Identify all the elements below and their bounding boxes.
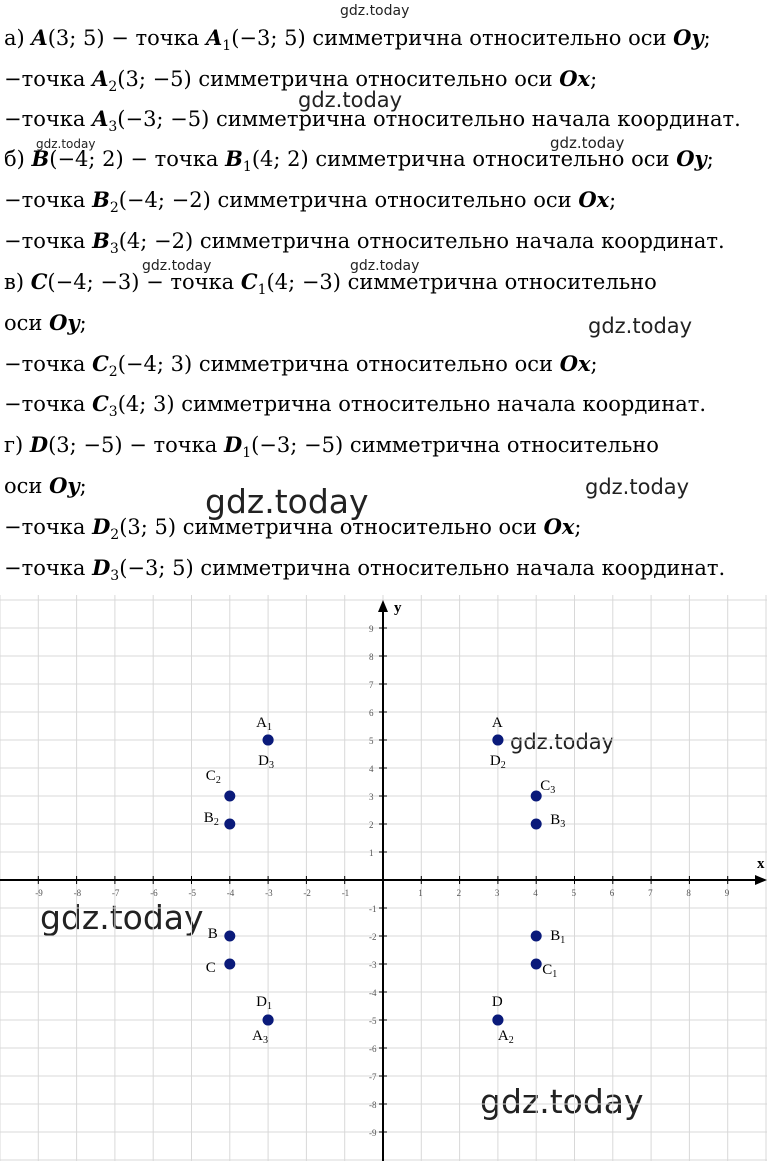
text-fragment: C: [92, 391, 109, 416]
x-tick-label: -2: [303, 888, 311, 898]
x-tick-label: 2: [456, 888, 462, 898]
point-A2: [492, 1015, 503, 1026]
solution-line: [4, 349, 598, 387]
text-fragment: A: [31, 25, 48, 50]
x-tick-label: -5: [188, 888, 196, 898]
point-B3: [531, 819, 542, 830]
text-fragment: 1: [242, 445, 252, 461]
text-fragment: (−3; 5) симметрична относительно начала координат.: [119, 556, 726, 580]
text-fragment: −точка: [4, 229, 93, 253]
point-B1: [531, 931, 542, 942]
text-fragment: а): [4, 26, 32, 50]
point-label: $C_3$: [540, 778, 556, 796]
text-fragment: б): [4, 147, 32, 171]
point-label: $A_2$: [497, 1028, 514, 1046]
text-fragment: 3: [109, 241, 119, 257]
text-fragment: −точка: [4, 515, 93, 539]
text-fragment: (3; 5) симметрична относительно оси: [119, 515, 544, 539]
text-fragment: C: [240, 269, 258, 294]
solution-line: [4, 389, 706, 427]
text-fragment: (−3; −5) симметрична относительно: [251, 433, 659, 457]
text-fragment: D: [223, 432, 243, 457]
watermark: gdz.today: [585, 475, 690, 499]
watermark: gdz.today: [480, 1082, 644, 1121]
y-tick-label: -1: [369, 904, 377, 914]
text-fragment: A: [92, 106, 109, 131]
text-fragment: D: [92, 555, 111, 580]
watermark: gdz.today: [205, 482, 369, 521]
text-fragment: −точка: [4, 67, 93, 91]
text-fragment: 2: [108, 79, 118, 95]
text-fragment: −точка: [4, 556, 93, 580]
y-tick-label: -3: [369, 960, 377, 970]
watermark: gdz.today: [588, 314, 693, 338]
x-tick-label: -4: [226, 888, 235, 898]
solution-line: [4, 267, 657, 305]
x-tick-label: 3: [494, 888, 500, 898]
point-label: $B_1$: [550, 928, 566, 946]
text-fragment: −точка: [4, 188, 93, 212]
point-label: $A_3$: [252, 1028, 268, 1046]
text-fragment: A: [92, 66, 109, 91]
solution-line: [4, 185, 616, 223]
y-tick-label: 5: [369, 736, 374, 746]
point-D2: [492, 735, 503, 746]
text-fragment: B: [92, 187, 110, 212]
y-tick-label: 6: [369, 708, 374, 718]
text-fragment: (3; −5) симметрична относительно оси: [117, 67, 560, 91]
y-tick-label: -6: [369, 1044, 377, 1054]
text-fragment: в): [4, 270, 31, 294]
text-fragment: (4; 2) симметрична относительно оси: [251, 147, 677, 171]
x-tick-label: -1: [341, 888, 350, 898]
y-tick-label: -2: [369, 932, 377, 942]
text-fragment: B: [31, 146, 50, 171]
solution-line: [4, 471, 87, 501]
watermark: gdz.today: [340, 3, 410, 19]
text-fragment: Ox: [543, 514, 575, 539]
text-fragment: (−4; 2) − точка: [49, 147, 226, 171]
text-fragment: 3: [110, 568, 120, 584]
x-tick-label: 9: [724, 888, 730, 898]
y-tick-label: -8: [369, 1100, 377, 1110]
watermark: gdz.today: [40, 898, 204, 937]
point-label: $B_3$: [550, 812, 566, 830]
text-fragment: D: [29, 432, 49, 457]
text-fragment: Oy: [49, 310, 80, 335]
text-fragment: (−3; −5) симметрична относительно начала координат.: [117, 107, 741, 131]
text-fragment: 3: [108, 119, 118, 135]
point-D3: [263, 735, 274, 746]
text-fragment: (−3; 5) симметрична относительно оси: [231, 26, 674, 50]
watermark: gdz.today: [298, 88, 403, 112]
watermark: gdz.today: [510, 730, 615, 754]
point-C: [224, 959, 235, 970]
text-fragment: Oy: [676, 146, 707, 171]
x-tick-label: -6: [150, 888, 158, 898]
text-fragment: ;: [79, 474, 87, 498]
x-tick-label: -7: [111, 888, 120, 898]
y-tick-label: 4: [369, 764, 374, 774]
text-fragment: г): [4, 433, 30, 457]
watermark: gdz.today: [550, 134, 625, 152]
point-label: $D_3$: [258, 753, 274, 771]
text-fragment: Oy: [673, 25, 704, 50]
x-tick-label: 1: [418, 888, 423, 898]
text-fragment: (3; 5) − точка: [47, 26, 206, 50]
text-fragment: (3; −5) − точка: [48, 433, 224, 457]
y-tick-label: 9: [369, 624, 374, 634]
text-fragment: 3: [108, 404, 118, 420]
point-B2: [224, 819, 235, 830]
point-A3: [263, 1015, 274, 1026]
text-fragment: Ox: [559, 66, 591, 91]
coordinate-plane: [0, 590, 767, 1161]
point-label: $D_1$: [256, 994, 272, 1012]
point-label: C: [205, 960, 216, 976]
text-fragment: 1: [257, 282, 267, 298]
solution-line: [4, 430, 659, 468]
text-fragment: Ox: [559, 351, 591, 376]
point-C2: [224, 791, 235, 802]
point-label: $C_1$: [542, 962, 558, 980]
text-fragment: ;: [706, 147, 714, 171]
text-fragment: D: [92, 514, 111, 539]
point-label: $B_2$: [203, 810, 219, 828]
x-tick-label: -3: [265, 888, 273, 898]
text-fragment: оси: [4, 474, 50, 498]
y-tick-label: 8: [369, 652, 374, 662]
text-fragment: ;: [590, 67, 598, 91]
point-label: $C_2$: [205, 768, 221, 786]
y-tick-label: -4: [369, 988, 377, 998]
x-tick-label: -9: [35, 888, 43, 898]
watermark: gdz.today: [36, 137, 96, 151]
text-fragment: ;: [609, 188, 617, 212]
text-fragment: A: [205, 25, 223, 50]
x-tick-label: 5: [571, 888, 576, 898]
point-label: D: [491, 994, 503, 1010]
y-tick-label: 2: [369, 820, 374, 830]
text-fragment: 2: [110, 527, 120, 543]
text-fragment: ;: [590, 352, 598, 376]
point-C1: [531, 959, 542, 970]
text-fragment: Oy: [49, 473, 80, 498]
text-fragment: Ox: [578, 187, 610, 212]
x-axis-label: x: [757, 856, 765, 872]
text-fragment: (−4; 3) симметрична относительно оси: [117, 352, 560, 376]
text-fragment: −точка: [4, 352, 93, 376]
y-tick-label: 7: [369, 680, 374, 690]
text-fragment: (−4; −2) симметрична относительно оси: [118, 188, 579, 212]
text-fragment: C: [30, 269, 48, 294]
text-fragment: ;: [79, 311, 87, 335]
y-axis-arrow: [378, 600, 388, 612]
text-fragment: ;: [574, 515, 582, 539]
text-fragment: (−4; −3) − точка: [47, 270, 241, 294]
y-tick-label: 3: [369, 792, 374, 802]
text-fragment: (4; −3) симметрична относительно: [266, 270, 657, 294]
text-fragment: оси: [4, 311, 50, 335]
y-tick-label: -5: [369, 1016, 377, 1026]
y-tick-label: -9: [369, 1128, 377, 1138]
x-tick-label: 8: [686, 888, 691, 898]
point-label: A: [491, 715, 503, 731]
text-fragment: ;: [703, 26, 711, 50]
solution-line: [4, 308, 87, 338]
text-fragment: (4; 3) симметрична относительно начала координат.: [117, 392, 707, 416]
point-label: $A_1$: [256, 715, 272, 733]
x-tick-label: 7: [648, 888, 653, 898]
text-fragment: 2: [108, 364, 118, 380]
y-tick-label: 1: [369, 848, 374, 858]
point-label: B: [207, 926, 218, 942]
y-axis-label: y: [394, 600, 402, 616]
text-fragment: (4; −2) симметрична относительно начала координат.: [118, 229, 725, 253]
x-tick-label: 4: [533, 888, 538, 898]
text-fragment: B: [225, 146, 243, 171]
watermark: gdz.today: [142, 258, 212, 274]
point-label: $D_2$: [489, 753, 506, 771]
text-fragment: −точка: [4, 107, 93, 131]
text-fragment: B: [92, 228, 110, 253]
x-axis-arrow: [755, 875, 767, 885]
x-tick-label: -8: [73, 888, 82, 898]
text-fragment: 2: [109, 200, 119, 216]
x-tick-label: 6: [609, 888, 615, 898]
text-fragment: C: [92, 351, 109, 376]
point-B: [224, 931, 235, 942]
solution-line: [4, 553, 725, 591]
text-fragment: 1: [222, 38, 232, 54]
text-fragment: 1: [242, 159, 252, 175]
y-tick-label: -7: [369, 1072, 377, 1082]
solution-line: [4, 23, 711, 61]
watermark: gdz.today: [350, 258, 420, 274]
text-fragment: −точка: [4, 392, 93, 416]
